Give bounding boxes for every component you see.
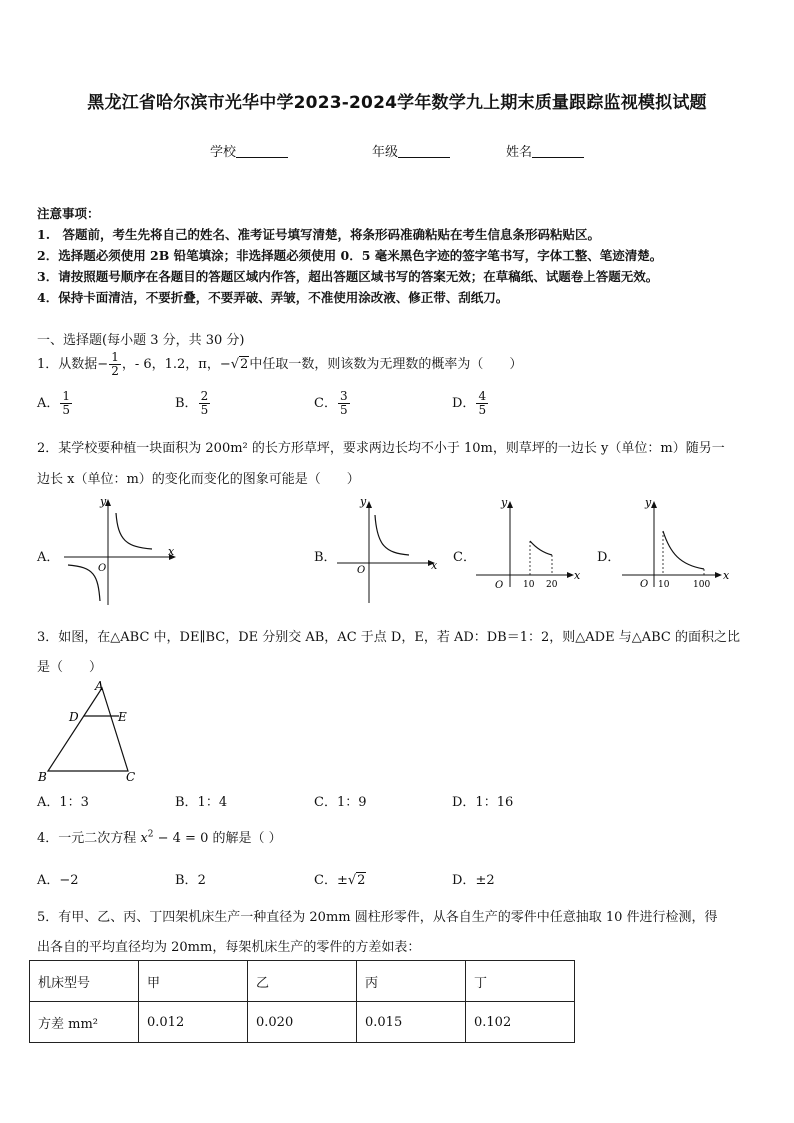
x-axis-arrow-icon [715, 572, 722, 578]
tick-label-100: 100 [693, 580, 711, 590]
q4-option-c-sqrt: 2 [357, 873, 366, 888]
q2-option-d-label[interactable]: D． [597, 550, 621, 565]
grade-label: 年级 [372, 145, 399, 160]
table-row [30, 961, 575, 1002]
school-field[interactable] [210, 141, 288, 160]
question-3-line-1: 3．如图，在△ABC 中，DE∥BC，DE 分别交 AB，AC 于点 D，E，若 AD：DB＝1：2，则△ADE 与△ABC 的面积之比 [37, 630, 740, 645]
origin-label: O [357, 565, 366, 576]
q1-option-d-label: D． [452, 396, 476, 411]
q4-option-b-value: 2 [197, 873, 206, 888]
q2-graph-b[interactable] [335, 495, 445, 607]
hyperbola-branch [375, 515, 409, 555]
q1-option-d-num: 4 [478, 389, 487, 403]
q4-option-d[interactable] [452, 869, 495, 888]
q1-option-b-label: B． [175, 396, 198, 411]
q1-frac-num: 1 [111, 350, 119, 364]
table-cell: 0.102 [466, 1002, 575, 1043]
question-4 [37, 827, 282, 846]
q1-suffix: 中任取一数，则该数为无理数的概率为（ ） [249, 357, 523, 372]
q4-option-d-label: D． [452, 873, 476, 888]
q1-option-c-den: 5 [339, 403, 348, 417]
q4-option-b[interactable] [175, 869, 206, 888]
q2-option-c-label[interactable]: C． [453, 550, 476, 565]
table-cell: 方差 mm² [30, 1002, 139, 1043]
q1-option-d[interactable] [452, 390, 489, 417]
q1-sqrt-arg: 2 [240, 357, 249, 372]
table-cell: 0.020 [248, 1002, 357, 1043]
table-cell: 乙 [248, 961, 357, 1002]
notice-item-3: 3．请按照题号顺序在各题目的答题区域内作答，超出答题区域书写的答案无效；在草稿纸、试题卷上答题无效。 [37, 269, 659, 284]
question-3-line-2: 是（ ） [37, 660, 103, 675]
hyperbola-branch-lower [68, 565, 100, 601]
point-a-label: A [95, 679, 104, 693]
question-2-line-1: 2．某学校要种植一块面积为 200m² 的长方形草坪，要求两边长均不小于 10m，则草坪的一边长 y（单位：m）随另一 [37, 441, 725, 456]
q1-option-b[interactable] [175, 390, 211, 417]
q3-option-d[interactable]: D．1：16 [452, 795, 514, 810]
q1-frac-den: 2 [111, 364, 119, 378]
q1-option-a-num: 1 [62, 389, 71, 403]
q4-option-c[interactable]: C．±√2 [314, 873, 366, 888]
q1-prefix: 1．从数据 [37, 357, 98, 372]
x-label: x [574, 569, 581, 582]
q1-middle: ，- 6，1.2，π， [121, 357, 220, 372]
q1-minus: − [97, 357, 109, 372]
school-label: 学校 [210, 145, 237, 160]
x-axis-arrow-icon [567, 572, 574, 578]
q2-graph-d[interactable] [620, 495, 735, 595]
q1-option-b-num: 2 [200, 389, 209, 403]
q4-var: x [140, 831, 148, 846]
question-1: 1．从数据− $\frac{1}{2}$ ，- 6，1.2，π，−√2中任取一数，则该数为无理数的概率为（ ） [37, 350, 523, 378]
table-cell: 甲 [139, 961, 248, 1002]
q4-suffix: 的解是（ ） [208, 831, 282, 846]
q1-neg: − [219, 357, 231, 372]
q4-option-a-value: −2 [59, 873, 79, 888]
notice-item-4: 4．保持卡面清洁，不要折叠，不要弄破、弄皱，不准使用涂改液、修正带、刮纸刀。 [37, 290, 509, 305]
q4-option-d-value: ±2 [475, 873, 495, 888]
table-cell: 0.015 [357, 1002, 466, 1043]
q4-prefix: 4．一元二次方程 [37, 831, 141, 846]
q3-option-c[interactable]: C．1：9 [314, 795, 367, 810]
y-label: y [100, 495, 107, 508]
table-cell: 丁 [466, 961, 575, 1002]
q3-triangle-figure [36, 676, 146, 786]
q4-exp: 2 [147, 829, 154, 840]
q4-option-c-label: C． [314, 873, 337, 888]
x-label: x [431, 559, 438, 572]
y-label: y [360, 495, 367, 508]
q1-fraction [109, 351, 121, 378]
point-c-label: C [126, 770, 136, 784]
question-5-line-2: 出各自的平均直径均为 20mm，每架机床生产的零件的方差如表： [37, 940, 421, 955]
variance-table [29, 960, 575, 1043]
origin-label: O [98, 563, 107, 574]
y-axis-arrow-icon [507, 501, 513, 508]
point-d-label: D [69, 710, 79, 724]
question-2-line-2: 边长 x（单位：m）的变化而变化的图象可能是（ ） [37, 472, 360, 487]
q4-option-a[interactable] [37, 869, 79, 888]
hyperbola-segment [663, 531, 704, 569]
q1-option-a[interactable] [37, 390, 73, 417]
page-title: 黑龙江省哈尔滨市光华中学2023-2024学年数学九上期末质量跟踪监视模拟试题 [87, 93, 707, 113]
tick-label-10: 10 [658, 580, 670, 590]
q1-option-b-den: 5 [200, 403, 209, 417]
point-b-label: B [38, 770, 47, 784]
table-row [30, 1002, 575, 1043]
x-label: x [168, 545, 175, 558]
table-cell: 0.012 [139, 1002, 248, 1043]
hyperbola-segment [530, 541, 552, 555]
name-label: 姓名 [506, 145, 533, 160]
section-heading: 一、选择题(每小题 3 分，共 30 分) [37, 333, 245, 348]
point-e-label: E [118, 710, 127, 724]
hyperbola-branch-upper [116, 513, 152, 549]
tick-label-10: 10 [523, 580, 535, 590]
y-label: y [501, 496, 508, 509]
notice-item-1: 1. 答题前，考生先将自己的姓名、准考证号填写清楚，将条形码准确粘贴在考生信息条形码粘贴区。 [37, 227, 601, 242]
y-label: y [645, 496, 652, 509]
name-field[interactable] [506, 141, 584, 160]
q2-option-a-label[interactable]: A． [37, 550, 60, 565]
table-cell: 丙 [357, 961, 466, 1002]
q4-option-c-pm: ± [336, 873, 348, 888]
x-label: x [723, 569, 730, 582]
q4-option-b-label: B． [175, 873, 198, 888]
q1-option-a-label: A． [37, 396, 60, 411]
q1-option-c-num: 3 [339, 389, 348, 403]
grade-field[interactable] [372, 141, 450, 160]
notice-heading: 注意事项： [37, 206, 100, 221]
q2-graph-c[interactable] [474, 495, 584, 595]
origin-label: O [495, 580, 504, 591]
q3-option-a[interactable]: A．1：3 [37, 795, 89, 810]
q3-option-b[interactable]: B．1：4 [175, 795, 228, 810]
q2-option-b-label[interactable]: B． [314, 550, 337, 565]
q4-eq: − 4 = 0 [153, 831, 209, 846]
table-cell: 机床型号 [30, 961, 139, 1002]
q2-graph-a[interactable] [60, 495, 180, 607]
q1-option-c-label: C． [314, 396, 337, 411]
q4-option-a-label: A． [37, 873, 60, 888]
q1-option-d-den: 5 [478, 403, 487, 417]
question-5-line-1: 5．有甲、乙、丙、丁四架机床生产一种直径为 20mm 圆柱形零件，从各自生产的零件中任意抽取 10 件进行检测，得 [37, 910, 718, 925]
y-axis-arrow-icon [366, 501, 372, 508]
origin-label: O [640, 579, 649, 590]
tick-label-20: 20 [546, 580, 558, 590]
notice-item-2: 2．选择题必须使用 2B 铅笔填涂；非选择题必须使用 0．5 毫米黑色字迹的签字笔书写，字体工整、笔迹清楚。 [37, 248, 663, 263]
q1-option-a-den: 5 [62, 403, 71, 417]
q1-option-c[interactable] [314, 390, 351, 417]
triangle-abc [48, 688, 128, 771]
y-axis-arrow-icon [651, 501, 657, 508]
